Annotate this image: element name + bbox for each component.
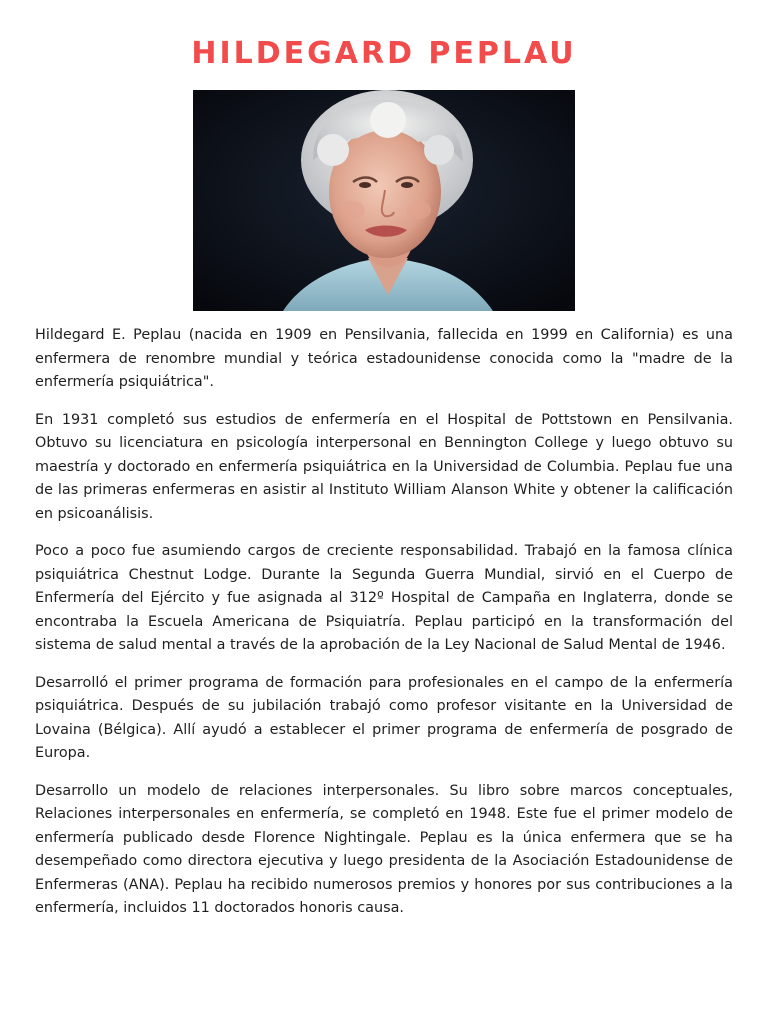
paragraph-career: Poco a poco fue asumiendo cargos de creciente responsabilidad. Trabajó en la famosa clínica psiquiátrica Chestnut Lodge. Durante la Segunda Guerra Mundial, sirvió en el Cuerpo de Enfermería del Ejército y fue asignada al 312º Hospital de Campaña en Inglaterra, donde se encontraba la Escuela Americana de Psiquiatría. Peplau participó en la transformación del sistema de salud mental a través de la aprobación de la Ley Nacional de Salud Mental de 1946. [35,543,733,653]
paragraph-education: En 1931 completó sus estudios de enfermería en el Hospital de Pottstown en Pensilvania. Obtuvo su licenciatura en psicología interpersonal en Bennington College y luego obtuvo su maestría y doctorado en enfermería psiquiátrica en la Universidad de Columbia. Peplau fue una de las primeras enfermeras en asistir al Instituto William Alanson White y obtener la calificación en psicoanálisis. [35,411,733,522]
paragraph-programs: Desarrolló el primer programa de formación para profesionales en el campo de la enfermería psiquiátrica. Después de su jubilación trabajó como profesor visitante en la Universidad de Lovaina (Bélgica). Allí ayudó a establecer el primer programa de enfermería de posgrado de Europa. [35,674,733,761]
portrait-illustration [193,90,575,311]
paragraph-intro: Hildegard E. Peplau (nacida en 1909 en Pensilvania, fallecida en 1999 en California) es una enfermera de renombre mundial y teórica estadounidense conocida como la "madre de la enfermería psiquiátrica". [35,327,733,390]
page-title: HILDEGARD PEPLAU [191,36,577,71]
article-body [35,324,733,935]
paragraph-model: Desarrollo un modelo de relaciones interpersonales. Su libro sobre marcos conceptuales, Relaciones interpersonales en enfermería, se completó en 1948. Este fue el primer modelo de enfermería publicado desde Florence Nightingale. Peplau es la única enfermera que se ha desempeñado como directora ejecutiva y luego presidenta de la Asociación Estadounidense de Enfermeras (ANA). Peplau ha recibido numerosos premios y honores por sus contribuciones a la enfermería, incluidos 11 doctorados honoris causa. [35,782,733,916]
portrait-photo [193,90,575,311]
